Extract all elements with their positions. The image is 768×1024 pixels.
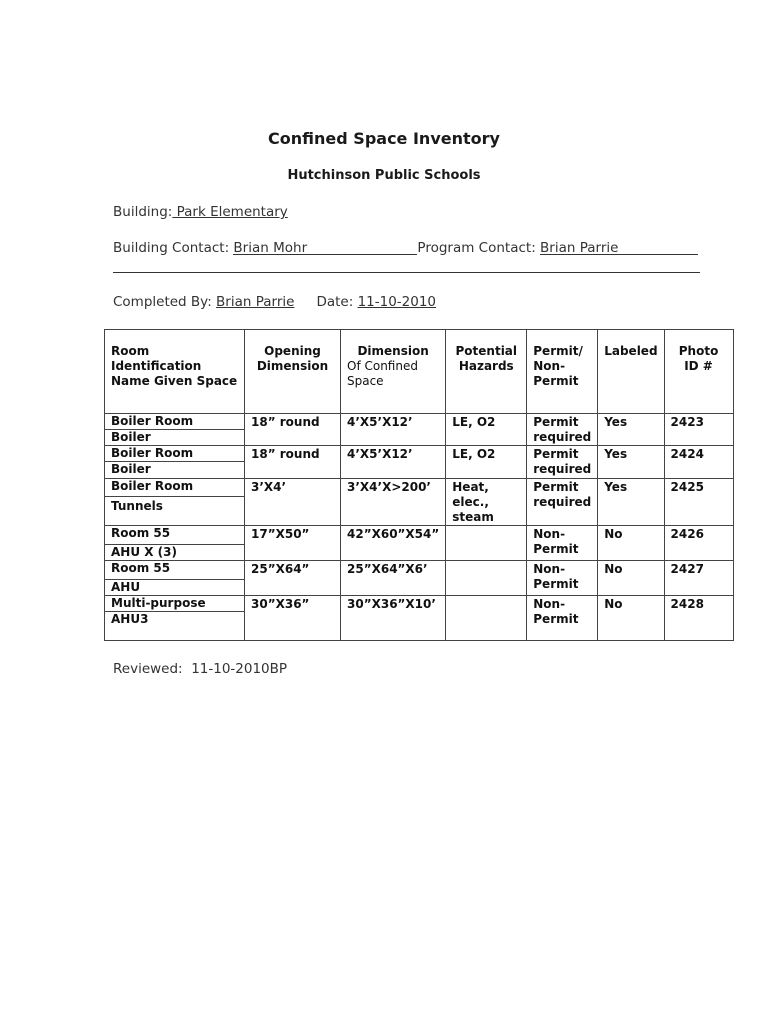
building-line <box>113 204 288 220</box>
divider <box>113 272 700 273</box>
opening-cell: 18” round <box>245 446 341 479</box>
hazards-cell <box>446 526 527 561</box>
opening-cell: 3’X4’ <box>245 479 341 526</box>
room-id: Boiler Room <box>105 479 244 497</box>
hazards-cell <box>446 596 527 641</box>
labeled-cell: Yes <box>598 414 664 446</box>
room-id: Boiler Room <box>105 446 244 462</box>
table-row <box>105 596 734 641</box>
photo-id-cell: 2424 <box>664 446 733 479</box>
program-contact-label: Program Contact: <box>417 240 541 256</box>
building-contact-value: Brian Mohr <box>233 240 308 256</box>
labeled-cell: No <box>598 596 664 641</box>
header-permit: Permit/ Non- Permit <box>527 330 598 414</box>
opening-cell: 30”X36” <box>245 596 341 641</box>
header-dimension: Dimension Of Confined Space <box>341 330 446 414</box>
table-row <box>105 561 734 596</box>
dimension-cell: 4’X5’X12’ <box>341 414 446 446</box>
room-name: AHU <box>111 580 141 594</box>
room-id: Room 55 <box>105 526 244 545</box>
labeled-cell: No <box>598 561 664 596</box>
room-id: Boiler Room <box>105 414 244 430</box>
permit-cell: Non- Permit <box>527 526 598 561</box>
completed-by-value: Brian Parrie <box>216 294 295 310</box>
dimension-cell: 3’X4’X>200’ <box>341 479 446 526</box>
completed-line <box>113 294 436 310</box>
hazards-cell: Heat, elec., steam <box>446 479 527 526</box>
room-name: AHU X (3) <box>111 545 177 559</box>
photo-id-cell: 2425 <box>664 479 733 526</box>
room-id: Room 55 <box>105 561 244 580</box>
room-name: Boiler <box>111 462 151 476</box>
building-label: Building: <box>113 204 173 220</box>
building-value: Park Elementary <box>172 204 288 220</box>
program-contact-value: Brian Parrie <box>540 240 619 256</box>
room-name: Tunnels <box>111 499 163 513</box>
labeled-cell: Yes <box>598 446 664 479</box>
room-name: Boiler <box>111 430 151 444</box>
labeled-cell: No <box>598 526 664 561</box>
opening-cell: 25”X64” <box>245 561 341 596</box>
permit-cell: Permit required <box>527 479 598 526</box>
table-row <box>105 479 734 526</box>
building-contact-field <box>233 240 417 255</box>
dimension-cell: 42”X60”X54” <box>341 526 446 561</box>
permit-cell: Non- Permit <box>527 561 598 596</box>
date-value: 11-10-2010 <box>357 294 437 310</box>
hazards-cell <box>446 561 527 596</box>
header-photo: Photo ID # <box>664 330 733 414</box>
table-row <box>105 526 734 561</box>
reviewed-label: Reviewed: <box>113 661 183 677</box>
program-contact-field <box>540 240 698 255</box>
labeled-cell: Yes <box>598 479 664 526</box>
header-labeled: Labeled <box>598 330 664 414</box>
page-title: Confined Space Inventory <box>268 129 500 148</box>
date-label: Date: <box>316 294 358 310</box>
reviewed-line <box>113 661 287 677</box>
opening-cell: 18” round <box>245 414 341 446</box>
table-row <box>105 446 734 479</box>
hazards-cell: LE, O2 <box>446 446 527 479</box>
permit-cell: Permit required <box>527 414 598 446</box>
page-subtitle: Hutchinson Public Schools <box>287 168 481 183</box>
reviewed-value: 11-10-2010BP <box>191 661 288 677</box>
permit-cell: Non- Permit <box>527 596 598 641</box>
photo-id-cell: 2423 <box>664 414 733 446</box>
header-hazards: Potential Hazards <box>446 330 527 414</box>
hazards-cell: LE, O2 <box>446 414 527 446</box>
room-id: Multi-purpose <box>105 596 244 612</box>
header-room: Room Identification Name Given Space <box>105 330 245 414</box>
building-contact-label: Building Contact: <box>113 240 234 256</box>
room-name: AHU3 <box>111 612 149 626</box>
photo-id-cell: 2426 <box>664 526 733 561</box>
completed-by-label: Completed By: <box>113 294 217 310</box>
photo-id-cell: 2427 <box>664 561 733 596</box>
contact-line <box>113 240 698 256</box>
header-row <box>105 330 734 414</box>
inventory-table <box>104 329 734 641</box>
header-opening: Opening Dimension <box>245 330 341 414</box>
table-row <box>105 414 734 446</box>
photo-id-cell: 2428 <box>664 596 733 641</box>
dimension-cell: 30”X36”X10’ <box>341 596 446 641</box>
permit-cell: Permit required <box>527 446 598 479</box>
dimension-cell: 4’X5’X12’ <box>341 446 446 479</box>
dimension-cell: 25”X64”X6’ <box>341 561 446 596</box>
opening-cell: 17”X50” <box>245 526 341 561</box>
